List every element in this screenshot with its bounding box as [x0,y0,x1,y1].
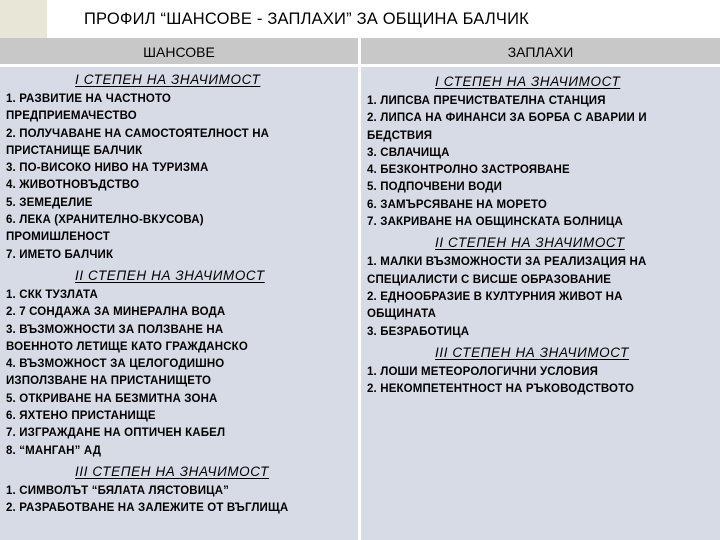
list-item: 3. БЕЗРАБОТИЦА [367,325,470,338]
list-item: 2. ЛИПСА НА ФИНАНСИ ЗА БОРБА С АВАРИИ И [367,112,647,125]
list-item: 5. ОТКРИВАНЕ НА БЕЗМИТНА ЗОНА [6,392,218,405]
list-item: 7. ИЗГРАЖДАНЕ НА ОПТИЧЕН КАБЕЛ [6,427,226,440]
list-item: 2. ПОЛУЧАВАНЕ НА САМОСТОЯТЕЛНОСТ НА [6,127,270,140]
threats-level-2-list [367,254,720,340]
list-item: 1. СИМВОЛЪТ “БЯЛАТА ЛЯСТОВИЦА” [6,484,230,497]
list-item: 3. ВЪЗМОЖНОСТИ ЗА ПОЛЗВАНЕ НА [6,323,224,336]
list-item: ИЗПОЛЗВАНЕ НА ПРИСТАНИЩЕТО [6,375,212,388]
list-item: 3. ПО-ВИСОКО НИВО НА ТУРИЗМА [6,162,209,175]
chances-header: ШАНСОВЕ [143,44,215,60]
list-item: СПЕЦИАЛИСТИ С ВИСШЕ ОБРАЗОВАНИЕ [367,273,612,286]
list-item: 3. СВЛАЧИЩА [367,146,450,159]
chances-level-3-list [6,483,358,518]
list-item: 7. ИМЕТО БАЛЧИК [6,248,114,261]
list-item: 6. ЯХТЕНО ПРИСТАНИЩЕ [6,410,156,423]
list-item: 1. ЛОШИ МЕТЕОРОЛОГИЧНИ УСЛОВИЯ [367,365,599,378]
list-item: 1. ЛИПСВА ПРЕЧИСТВАТЕЛНА СТАНЦИЯ [367,95,606,107]
chances-level-1-heading: I СТЕПЕН НА ЗНАЧИМОСТ [75,72,261,87]
list-item: 4. ЖИВОТНОВЪДСТВО [6,179,140,192]
list-item: 2. ЕДНООБРАЗИЕ В КУЛТУРНИЯ ЖИВОТ НА [367,290,623,303]
threats-level-3-heading: III СТЕПЕН НА ЗНАЧИМОСТ [435,344,630,360]
list-item: БЕДСТВИЯ [367,129,433,142]
list-item: 2. НЕКОМПЕТЕНТНОСТ НА РЪКОВОДСТВОТО [367,383,635,396]
list-item: ПРЕДПРИЕМАЧЕСТВО [6,110,137,123]
list-item: ВОЕННОТО ЛЕТИЩЕ КАТО ГРАЖДАНСКО [6,340,248,353]
threats-level-2-heading: II СТЕПЕН НА ЗНАЧИМОСТ [435,235,625,251]
chances-level-3-heading: III СТЕПЕН НА ЗНАЧИМОСТ [75,463,270,479]
list-item: 1. РАЗВИТИЕ НА ЧАСТНОТО [6,93,172,105]
list-item: 6. ЛЕКА (ХРАНИТЕЛНО-ВКУСОВА) [6,214,204,227]
list-item: 2. 7 СОНДАЖА ЗА МИНЕРАЛНА ВОДА [6,306,226,319]
threats-column [361,67,720,540]
threats-level-3-list [367,364,720,399]
page-title: ПРОФИЛ “ШАНСОВЕ - ЗАПЛАХИ” ЗА ОБЩИНА БАЛЧИК [84,10,529,28]
list-item: ОБЩИНАТА [367,308,437,321]
corner-decoration [0,0,47,38]
list-item: 1. СКК ТУЗЛАТА [6,288,98,301]
threats-header: ЗАПЛАХИ [507,44,574,60]
threats-level-1-heading: I СТЕПЕН НА ЗНАЧИМОСТ [435,74,621,89]
list-item: 5. ПОДПОЧВЕНИ ВОДИ [367,181,503,194]
chances-level-1-list [6,91,358,264]
list-item: 8. “МАНГАН” АД [6,444,102,457]
swot-table [0,38,720,540]
chances-column [0,67,358,540]
list-item: ПРОМИШЛЕНОСТ [6,231,110,244]
list-item: 4. БЕЗКОНТРОЛНО ЗАСТРОЯВАНЕ [367,164,570,177]
list-item: 5. ЗЕМЕДЕЛИЕ [6,196,93,209]
threats-level-1-list [367,93,720,231]
list-item: 2. РАЗРАБОТВАНЕ НА ЗАЛЕЖИТЕ ОТ ВЪГЛИЩА [6,502,289,515]
list-item: ПРИСТАНИЩЕ БАЛЧИК [6,144,143,157]
list-item: 6. ЗАМЪРСЯВАНЕ НА МОРЕТО [367,198,547,211]
list-item: 1. МАЛКИ ВЪЗМОЖНОСТИ ЗА РЕАЛИЗАЦИЯ НА [367,256,647,269]
chances-level-2-list [6,287,358,460]
list-item: 4. ВЪЗМОЖНОСТ ЗА ЦЕЛОГОДИШНО [6,358,225,371]
chances-level-2-heading: II СТЕПЕН НА ЗНАЧИМОСТ [75,267,265,283]
column-divider [358,38,361,540]
list-item: 7. ЗАКРИВАНЕ НА ОБЩИНСКАТА БОЛНИЦА [367,216,623,229]
